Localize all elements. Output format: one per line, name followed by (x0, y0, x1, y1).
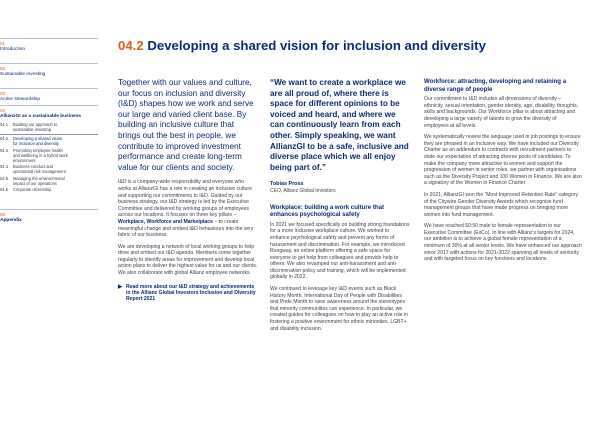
nav-subsection-title: Managing the environmental impact of our operations (13, 175, 65, 186)
intro-body-text-b: – to create meaningful change and embed I&D behaviours into the very fabric of our business. (118, 218, 254, 239)
nav-subsection-number: 04.3 (0, 147, 8, 153)
nav-section-sustainable-business[interactable] (0, 105, 98, 194)
workplace-paragraph-1: In 2021 we focused specifically on building strong foundations for a more inclusive workplace culture. We worked to enhance psychological safety and prevent any forms of harassment and discrimination. For example, we introduced Rungway, an online platform offering a safe space for everyone to get help from colleagues and provide help to others. We also revamped our anti-harassment and anti-discrimination policy and training, which will be implemented globally in 2022. (270, 221, 410, 281)
nav-section-title: Appendix (0, 217, 22, 223)
intro-body-paragraph (118, 179, 258, 238)
nav-section-appendix[interactable] (0, 209, 98, 223)
read-more-text: Read more about our I&D strategy and achievements in the Allianz Global Investors Inclusion and Diversity Report 2021 (126, 283, 256, 303)
nav-section-active-stewardship[interactable] (0, 88, 98, 102)
arrow-right-icon: ▶ (118, 283, 123, 290)
workforce-paragraph-1: Our commitment to I&D includes all dimensions of diversity – ethnicity, sexual orientation, gender identity, age, disability, thoughts, skills and backgrounds. Our Workforce pillar is about attracting and developing a large variety of talents to grow the diversity of employees at all levels. (424, 96, 579, 129)
nav-section-number: 02 (0, 66, 6, 71)
nav-subsection-04-5[interactable] (0, 176, 98, 186)
nav-subsection-title: Building our approach to sustainable investing (13, 122, 58, 133)
column-intro (118, 78, 258, 303)
sidebar-nav (0, 0, 112, 424)
page-section-number: 04.2 (118, 38, 144, 53)
intro-body-text-a: I&D is a company-wide responsibility and everyone who works at AllianzGI has a role in creating an inclusive culture and supporting our commitments to I&D. Guided by our business strategy, our I&D strategy is led by the Executive Committee and delivered by working groups of employees across our locations. It focuses on three key pillars – (118, 179, 252, 219)
workplace-heading: Workplace: building a work culture that enhances psychological safety (270, 203, 384, 219)
workforce-paragraph-3: In 2021, AllianzGI won the “Most Improved Retention Rate” category of the Citywire Gender Diversity Awards which recognise fund management groups that have made progress on bringing more women into fund management. (424, 191, 579, 218)
nav-subsection-number: 04.2 (0, 135, 8, 141)
page-title-text: Developing a shared vision for inclusion and diversity (147, 38, 486, 53)
intro-network-paragraph: We are developing a network of local working groups to help drive and embed our I&D agenda. Members come together regularly to identify areas for improvement and develop local action plans to deliver the highest value for us and our clients. We also collaborate with global Allianz employee networks. (118, 243, 258, 277)
nav-section-title: Introduction (0, 46, 26, 52)
nav-section-sustainable-investing[interactable] (0, 63, 98, 77)
nav-subsection-number: 04.5 (0, 175, 8, 181)
workforce-paragraph-2: We systematically review the language used in job postings to ensure they are phrased in an inclusive way. We have included our Diversity Charter as an addendum to contracts with recruitment partners to state our expectation of attracting diverse pools of candidates. To make the company more attractive to women and support the progression of women in senior roles, we partner with organisations such as the Diversity Project and 100 Women in Finance. We are also a signatory of the Women in Finance Charter. (424, 134, 582, 187)
nav-subsection-number: 04.1 (0, 122, 8, 128)
nav-section-title: Active stewardship (0, 96, 40, 102)
nav-subsection-04-3[interactable] (0, 148, 98, 163)
nav-subsection-title: Developing a shared vision for inclusion and diversity (13, 135, 63, 146)
quote-author-role: CEO, Allianz Global Investors (270, 188, 336, 195)
column-workforce (424, 78, 582, 263)
nav-subsection-number: 04.4 (0, 164, 8, 170)
read-more-link[interactable] (118, 284, 258, 303)
intro-lead-paragraph: Together with our values and culture, our focus on inclusion and diversity (I&D) shapes how we work and serve our large and varied client base. By building an inclusive culture that brings out the best in people, we contribute to improved investment performance and create long-term value for our clients and society. (118, 78, 254, 172)
nav-section-number: 04 (0, 108, 6, 113)
nav-subsection-title: Corporate citizenship (13, 187, 52, 193)
nav-section-title: AllianzGI as a sustainable business (0, 113, 82, 119)
nav-subsection-04-6[interactable] (0, 187, 98, 192)
quote-author-name: Tobias Pross (270, 181, 304, 188)
nav-section-title: Sustainable investing (0, 71, 46, 77)
ceo-quote: “We want to create a workplace we are all proud of, where there is space for different opinions to be voiced and heard, and where we can continuously learn from each other. Simply speaking, we want AllianzGI to be a safe, inclusive and diverse place which we all enjoy being part of.” (270, 78, 409, 172)
column-workplace (270, 78, 410, 332)
nav-subsection-04-2[interactable] (0, 134, 98, 146)
nav-section-number: 05 (0, 212, 6, 217)
nav-section-number: 03 (0, 91, 6, 96)
nav-section-number: 01 (0, 41, 6, 46)
nav-subsection-number: 04.6 (0, 187, 8, 193)
intro-pillars-text: Workplace, Workforce and Marketplace (118, 218, 213, 225)
nav-subsection-list (0, 122, 98, 192)
page-title (118, 38, 486, 54)
nav-subsection-04-1[interactable] (0, 122, 98, 132)
workforce-paragraph-4: We have reached 50:50 male to female representation in our Executive Committee (ExCo). In line with Allianz’s targets for 2024, our ambition is to achieve a global female representation of a minimum of 30% at all senior levels. We have enhanced our approach since 2017 with actions for 2021-2022 spanning all levels of seniority and with targeted focus on key functions and locations. (424, 223, 582, 263)
nav-subsection-title: Business conduct and operational risk management (13, 164, 66, 175)
nav-section-introduction[interactable] (0, 38, 98, 52)
nav-subsection-04-4[interactable] (0, 164, 98, 174)
workforce-heading: Workforce: attracting, developing and retaining a diverse range of people (424, 78, 567, 93)
nav-subsection-title: Promoting employee health and wellbeing in a hybrid work environment (13, 147, 68, 163)
workplace-paragraph-2: We continued to leverage key I&D events such as Black History Month, International Day of People with Disabilities and Pride Month to raise awareness around the stereotypes that minority communities can experience. In particular, we created guides for colleagues on how to play an active role in fostering a positive environment for ethnic minorities, LGBT+ and disability inclusion. (270, 286, 408, 332)
